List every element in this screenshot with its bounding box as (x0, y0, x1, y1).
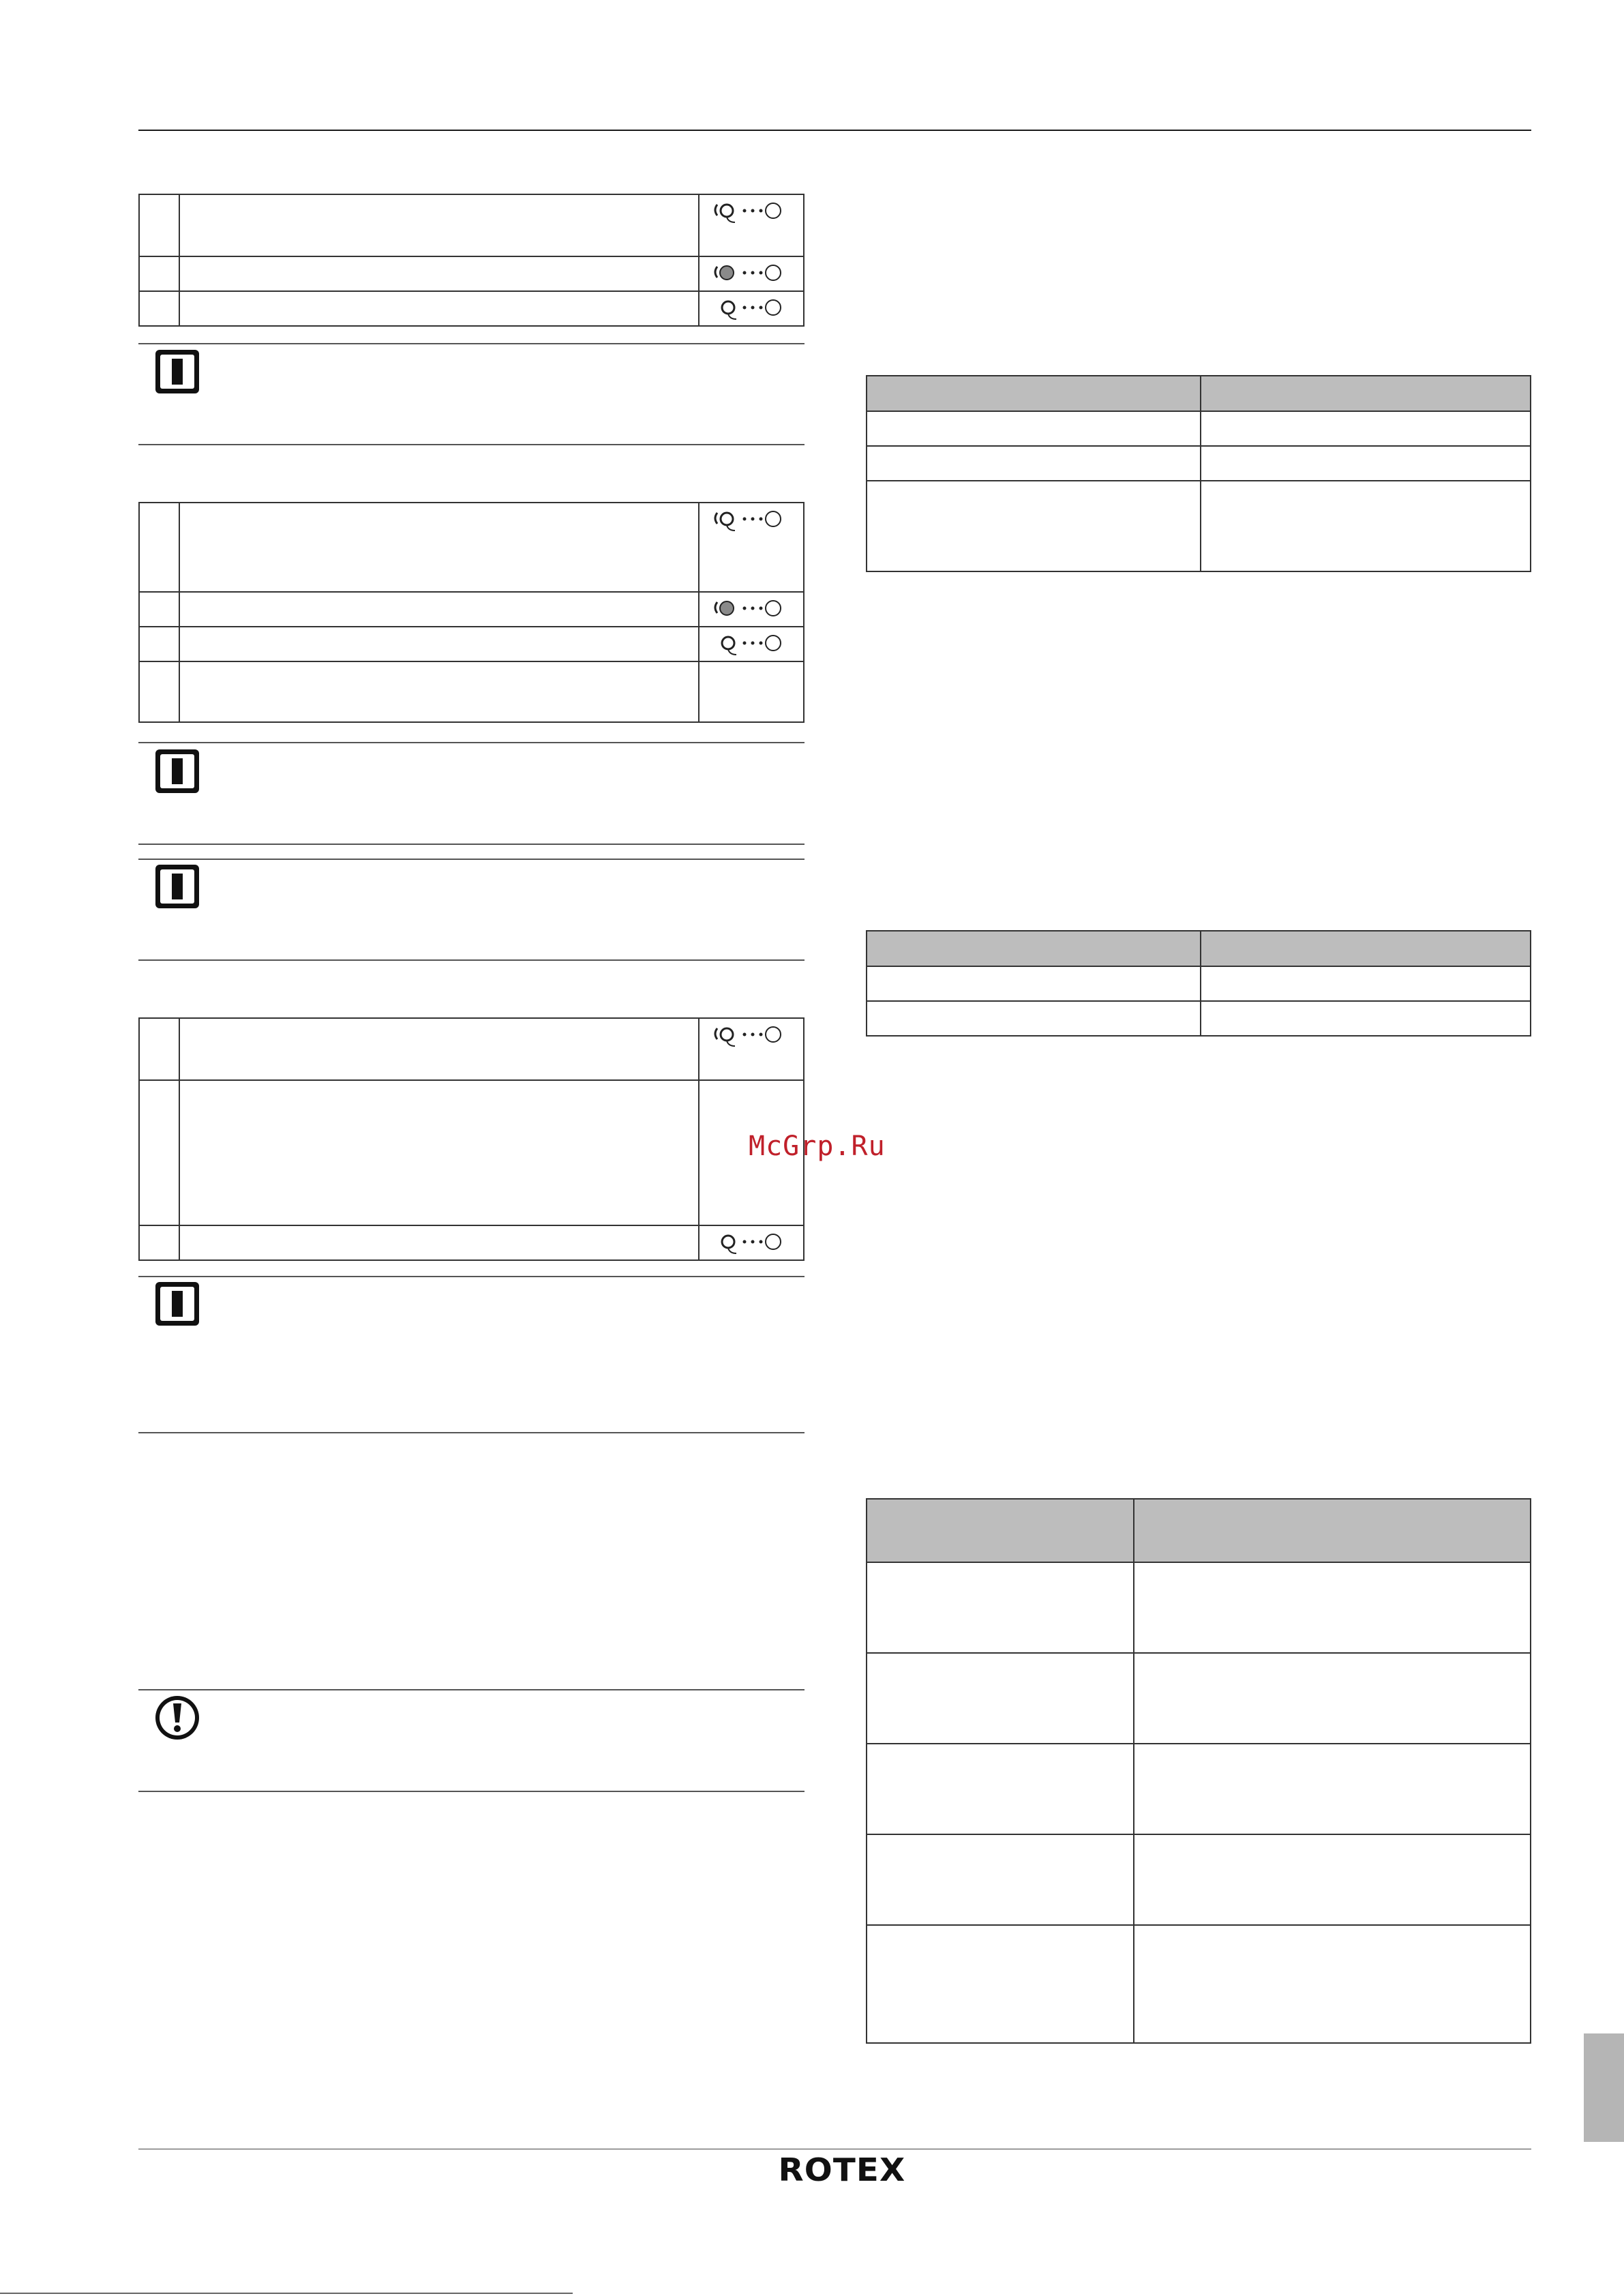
table-row (867, 411, 1531, 446)
data-table-2 (866, 930, 1531, 1037)
info-icon (153, 747, 201, 795)
note-rule-top (138, 1276, 805, 1277)
table-row (139, 1018, 804, 1080)
data-table-3 (866, 1498, 1531, 2044)
led-button-icon (713, 599, 802, 623)
bottom-scan-line (0, 2293, 573, 2294)
note-rule-bottom (138, 444, 805, 445)
table-row (867, 1744, 1531, 1834)
press-and-hold-button-icon (713, 510, 802, 533)
step-table-2 (138, 502, 805, 723)
table-row (867, 446, 1531, 481)
table-row (139, 1225, 804, 1260)
note-rule-bottom (138, 844, 805, 845)
data-table-1 (866, 375, 1531, 572)
step-table-1 (138, 194, 805, 327)
led-button-icon (713, 264, 802, 287)
chapter-side-tab (1584, 2033, 1624, 2142)
table-row (139, 503, 804, 592)
table-header-row (867, 376, 1531, 411)
note-rule-top (138, 859, 805, 860)
note-rule-top (138, 742, 805, 743)
table-header-row (867, 931, 1531, 966)
press-button-icon (713, 634, 802, 657)
info-icon (153, 348, 201, 396)
press-button-icon (713, 1233, 802, 1256)
table-row (867, 481, 1531, 571)
table-row (139, 256, 804, 291)
info-icon (153, 863, 201, 910)
press-and-hold-button-icon (713, 202, 802, 225)
caution-rule-bottom (138, 1791, 805, 1792)
table-row (867, 1653, 1531, 1744)
press-and-hold-button-icon (713, 1026, 802, 1049)
table-row (867, 1834, 1531, 1925)
table-row (867, 1562, 1531, 1653)
note-rule-top (138, 343, 805, 344)
table-row (867, 1925, 1531, 2043)
table-row (139, 1080, 804, 1225)
table-row (139, 592, 804, 627)
note-rule-bottom (138, 959, 805, 961)
exclamation-icon (153, 1694, 201, 1742)
note-rule-bottom (138, 1432, 805, 1433)
table-row (139, 291, 804, 326)
table-row (139, 661, 804, 722)
table-row (139, 627, 804, 661)
table-header-row (867, 1499, 1531, 1562)
header-rule (138, 130, 1531, 131)
brand-logo: ROTEX (778, 2151, 906, 2188)
step-table-3 (138, 1017, 805, 1261)
info-icon (153, 1280, 201, 1328)
press-button-icon (713, 299, 802, 322)
caution-rule-top (138, 1689, 805, 1690)
table-row (139, 194, 804, 256)
table-row (867, 966, 1531, 1001)
watermark-text: McGrp.Ru (749, 1131, 886, 1162)
table-row (867, 1001, 1531, 1036)
